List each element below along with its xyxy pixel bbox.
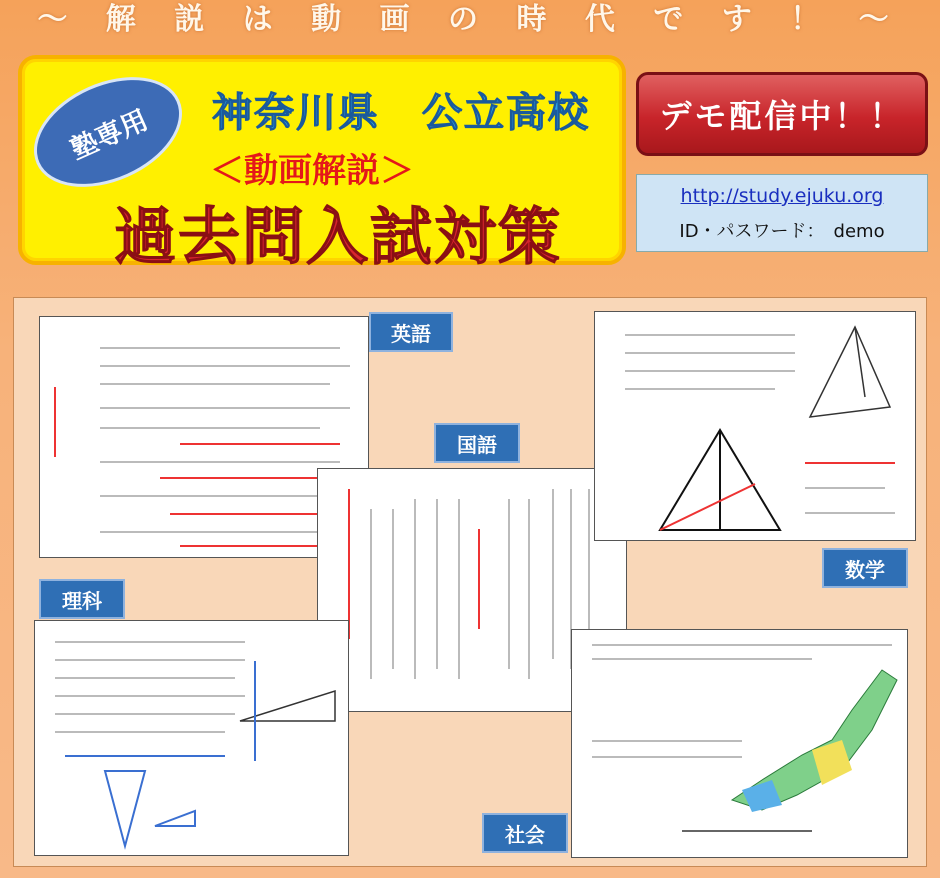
label-english: 英語 [369, 312, 453, 352]
title-banner [18, 55, 626, 273]
force-figure [85, 766, 205, 851]
pyramid-figure [795, 322, 905, 432]
juku-badge [17, 56, 199, 209]
label-japanese: 国語 [434, 423, 520, 463]
top-slogan: ～ 解 説 は 動 画 の 時 代 で す ！ ～ [37, 2, 903, 37]
login-info-box [636, 174, 928, 252]
science-sample-image [34, 620, 349, 856]
social-sample-image [571, 629, 908, 858]
demo-button[interactable]: デモ配信中！！ [636, 72, 928, 156]
juku-badge-text: 塾専用 [65, 104, 153, 166]
video-heading: ＜動画解説＞ [210, 151, 414, 191]
label-social: 社会 [482, 813, 568, 853]
login-credentials: ID・パスワード： demo [679, 221, 885, 242]
site-link[interactable]: http://study.ejuku.org [680, 185, 884, 207]
label-science: 理科 [39, 579, 125, 619]
math-sample-image [594, 311, 916, 541]
label-math: 数学 [822, 548, 908, 588]
sample-panel [13, 297, 927, 867]
slope-figure [235, 651, 345, 771]
prefecture-heading: 神奈川県 公立高校 [212, 90, 590, 136]
main-title: 過去問入試対策 [114, 200, 563, 273]
triangle-figure [650, 422, 790, 537]
